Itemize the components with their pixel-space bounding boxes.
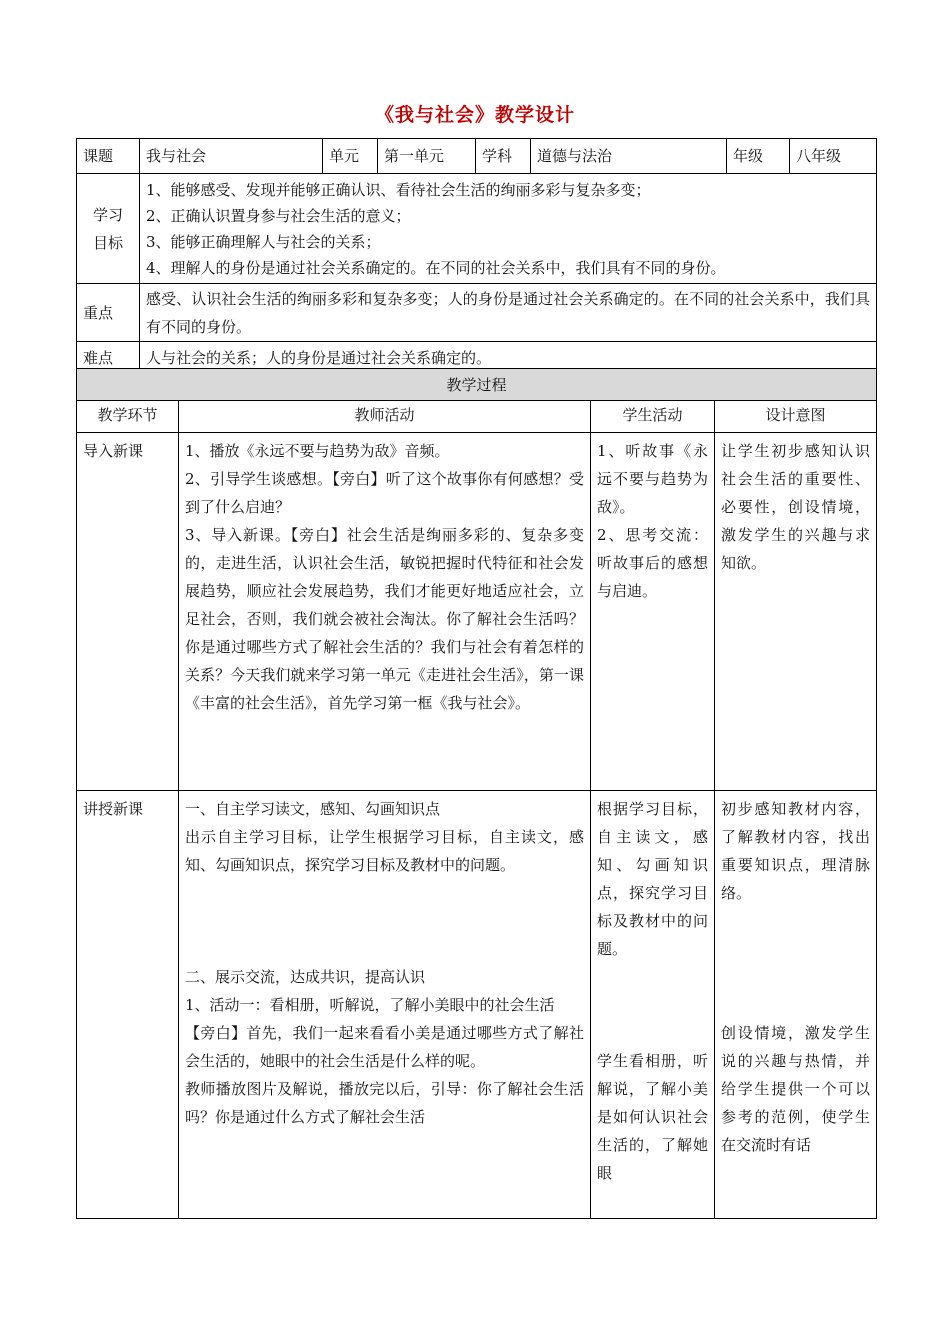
- goal-item: 1、能够感受、发现并能够正确认识、看待社会生活的绚丽多彩与复杂多变；: [146, 180, 651, 199]
- intro-student: [591, 433, 715, 791]
- difficulties-label: 难点: [77, 342, 140, 375]
- col-stage-header: 教学环节: [77, 401, 179, 433]
- subject-value: 道德与法治: [531, 139, 727, 174]
- intro-teacher: [179, 433, 591, 791]
- subject-label: 学科: [476, 139, 531, 174]
- intro-teacher-step: 1、播放《永远不要与趋势为敌》音频。: [185, 442, 450, 460]
- info-table: [76, 138, 877, 375]
- unit-value: 第一单元: [378, 139, 476, 174]
- teach-teacher-step: 【旁白】首先，我们一起来看看小美是通过哪些方式了解社会生活的，她眼中的社会生活是什么样的呢。: [185, 1024, 584, 1070]
- goals-label-line-2: 目标: [92, 233, 123, 252]
- process-table: [76, 368, 877, 1219]
- goals-row: [77, 174, 877, 284]
- teach-teacher-step: 一、自主学习读文，感知、勾画知识点: [185, 800, 441, 818]
- topic-label: 课题: [77, 139, 140, 174]
- col-teacher-header: 教师活动: [179, 401, 591, 433]
- grade-label: 年级: [727, 139, 790, 174]
- teach-spacer: [185, 879, 584, 963]
- key-points-row: [77, 284, 877, 342]
- intro-row: [77, 433, 877, 791]
- teach-student-spacer: [597, 963, 708, 1047]
- teach-intent-spacer: [721, 907, 870, 1019]
- teach-intent: [715, 791, 877, 1219]
- teach-student-step: 学生看相册，听解说，了解小美是如何认识社会生活的，了解她眼: [597, 1052, 708, 1182]
- goal-item: 3、能够正确理解人与社会的关系；: [146, 232, 381, 251]
- difficulties-text: 人与社会的关系；人的身份是通过社会关系确定的。: [140, 342, 877, 375]
- process-title-row: [77, 369, 877, 401]
- teach-teacher-step: 1、活动一：看相册，听解说，了解小美眼中的社会生活: [185, 996, 555, 1014]
- goal-item: 2、正确认识置身参与社会生活的意义；: [146, 206, 411, 225]
- teach-teacher-step: 二、展示交流，达成共识，提高认识: [185, 968, 426, 986]
- goals-label-line-1: 学习: [92, 205, 123, 224]
- goals-label: [77, 174, 140, 284]
- intro-teacher-step: 3、导入新课。【旁白】社会生活是绚丽多彩的、复杂多变的，走进生活，认识社会生活，敏锐把握时代特征和社会发展趋势，顺应社会发展趋势，我们才能更好地适应社会，立足社会，否则，我们就会被社会淘汰。你了解社会生活吗？你是通过哪些方式了解社会生活的？我们与社会有着怎样的关系？今天我们就来学习第一单元《走进社会生活》，第一课《丰富的社会生活》，首先学习第一框《我与社会》。: [185, 526, 584, 712]
- grade-value: 八年级: [790, 139, 877, 174]
- col-intent-header: 设计意图: [715, 401, 877, 433]
- unit-label: 单元: [323, 139, 378, 174]
- teach-teacher-step: 出示自主学习目标，让学生根据学习目标，自主读文，感知、勾画知识点，探究学习目标及教材中的问题。: [185, 828, 584, 874]
- teach-intent-step: 初步感知教材内容，了解教材内容，找出重要知识点，理清脉络。: [721, 800, 871, 902]
- intro-teacher-step: 2、引导学生谈感想。【旁白】听了这个故事你有何感想？受到了什么启迪？: [185, 470, 584, 516]
- topic-value: 我与社会: [140, 139, 323, 174]
- document-title: 《我与社会》教学设计: [374, 104, 575, 126]
- intro-student-step: 1、听故事《永远不要与趋势为敌》。: [597, 442, 708, 516]
- intro-student-step: 2、思考交流：听故事后的感想与启迪。: [597, 526, 708, 600]
- process-header-row: [77, 401, 877, 433]
- header-row: [77, 139, 877, 174]
- teach-teacher-step: 教师播放图片及解说，播放完以后，引导：你了解社会生活吗？你是通过什么方式了解社会生活: [185, 1080, 584, 1126]
- key-points-label: 重点: [77, 284, 140, 342]
- teach-row: [77, 791, 877, 1219]
- teach-student: [591, 791, 715, 1219]
- goals-list: [140, 174, 877, 284]
- teach-intent-step: 创设情境，激发学生说的兴趣与热情，并给学生提供一个可以参考的范例，使学生在交流时有话: [721, 1024, 871, 1154]
- process-title: 教学过程: [77, 369, 877, 401]
- goal-item: 4、理解人的身份是通过社会关系确定的。在不同的社会关系中，我们具有不同的身份。: [146, 258, 726, 277]
- teach-student-step: 根据学习目标，自主读文，感知、勾画知识点，探究学习目标及教材中的问题。: [597, 800, 708, 958]
- col-student-header: 学生活动: [591, 401, 715, 433]
- key-points-text: 感受、认识社会生活的绚丽多彩和复杂多变；人的身份是通过社会关系确定的。在不同的社会关系中，我们具有不同的身份。: [140, 284, 877, 342]
- intro-intent: 让学生初步感知认识社会生活的重要性、必要性，创设情境，激发学生的兴趣与求知欲。: [715, 433, 877, 791]
- teach-stage: 讲授新课: [77, 791, 179, 1219]
- teach-teacher: [179, 791, 591, 1219]
- intro-stage: 导入新课: [77, 433, 179, 791]
